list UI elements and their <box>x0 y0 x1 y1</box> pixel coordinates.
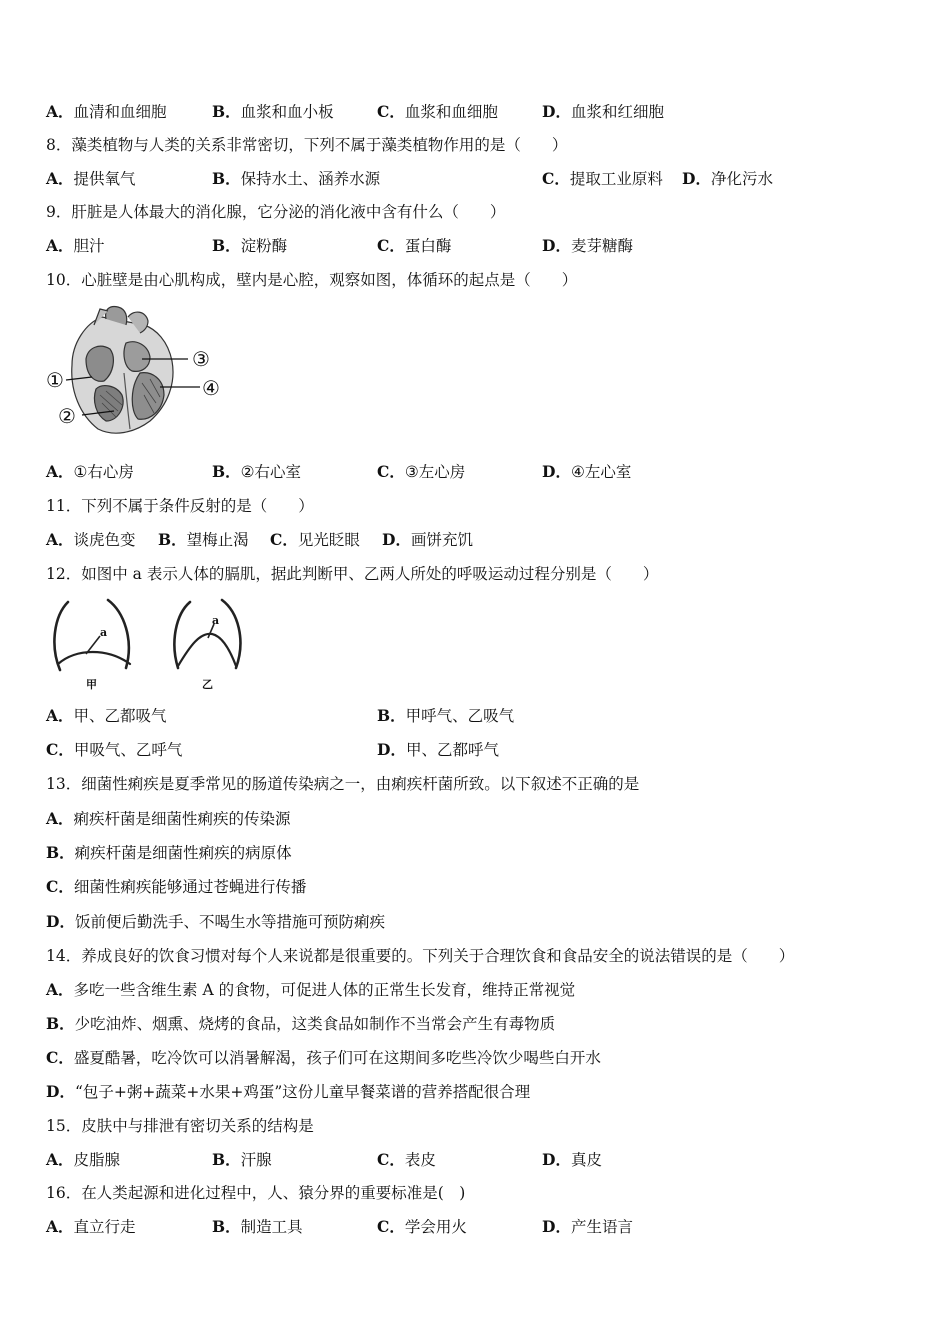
q14-option-c: C．盛夏酷暑，吃冷饮可以消暑解渴，孩子们可在这期间多吃些冷饮少喝些白开水 <box>46 1048 601 1067</box>
q14-stem: 14．养成良好的饮食习惯对每个人来说都是很重要的。下列关于合理饮食和食品安全的说法错误的是（ ） <box>46 947 795 965</box>
label-2: ② <box>58 404 76 428</box>
label-a-jia: a <box>100 626 108 639</box>
q10-option-b: B．②右心室 <box>212 462 302 481</box>
q10-stem: 10．心脏壁是由心肌构成，壁内是心腔，观察如图，体循环的起点是（ ） <box>46 271 578 289</box>
label-jia: 甲 <box>86 678 97 691</box>
q11-option-b: B．望梅止渴 <box>158 530 249 549</box>
label-4: ④ <box>202 376 220 400</box>
q8-option-b: B．保持水土、涵养水源 <box>212 169 381 188</box>
q8-stem: 8．藻类植物与人类的关系非常密切，下列不属于藻类植物作用的是（ ） <box>46 136 568 154</box>
q8-option-c: C．提取工业原料 <box>542 169 663 188</box>
q14-option-d: D．“包子+粥+蔬菜+水果+鸡蛋”这份儿童早餐菜谱的营养搭配很合理 <box>46 1082 531 1101</box>
label-1: ① <box>46 368 64 392</box>
q13-option-a: A．痢疾杆菌是细菌性痢疾的传染源 <box>46 809 291 828</box>
q12-stem: 12．如图中 a 表示人体的膈肌，据此判断甲、乙两人所处的呼吸运动过程分别是（ ） <box>46 565 659 583</box>
q15-option-b: B．汗腺 <box>212 1150 272 1169</box>
q9-option-a: A．胆汁 <box>46 236 105 255</box>
q14-option-a: A．多吃一些含维生素 A 的食物，可促进人体的正常生长发育，维持正常视觉 <box>46 980 576 999</box>
q9-option-c: C．蛋白酶 <box>377 236 452 255</box>
q12-option-a: A．甲、乙都吸气 <box>46 706 167 725</box>
q11-stem: 11．下列不属于条件反射的是（ ） <box>46 497 314 515</box>
label-yi: 乙 <box>202 678 213 691</box>
q13-option-d: D．饭前便后勤洗手、不喝生水等措施可预防痢疾 <box>46 912 385 931</box>
diaphragm-diagram <box>50 596 246 692</box>
q11-option-a: A．谈虎色变 <box>46 530 136 549</box>
q11-option-c: C．见光眨眼 <box>270 530 360 549</box>
label-3: ③ <box>192 347 210 371</box>
q13-stem: 13．细菌性痢疾是夏季常见的肠道传染病之一，由痢疾杆菌所致。以下叙述不正确的是 <box>46 775 640 793</box>
q8-option-d: D．净化污水 <box>682 169 773 188</box>
q16-option-c: C．学会用火 <box>377 1217 467 1236</box>
q13-option-b: B．痢疾杆菌是细菌性痢疾的病原体 <box>46 843 292 862</box>
q7-option-b: B．血浆和血小板 <box>212 102 334 121</box>
q16-option-a: A．直立行走 <box>46 1217 136 1236</box>
q14-option-b: B．少吃油炸、烟熏、烧烤的食品，这类食品如制作不当常会产生有毒物质 <box>46 1014 556 1033</box>
q15-option-d: D．真皮 <box>542 1150 602 1169</box>
q10-option-c: C．③左心房 <box>377 462 466 481</box>
q7-option-d: D．血浆和红细胞 <box>542 102 664 121</box>
q7-option-a: A．血清和血细胞 <box>46 102 167 121</box>
q15-option-a: A．皮脂腺 <box>46 1150 121 1169</box>
q13-option-c: C．细菌性痢疾能够通过苍蝇进行传播 <box>46 877 307 896</box>
q10-option-a: A．①右心房 <box>46 462 134 481</box>
heart-diagram <box>44 303 226 439</box>
q8-option-a: A．提供氧气 <box>46 169 136 188</box>
q12-option-c: C．甲吸气、乙呼气 <box>46 740 183 759</box>
q16-stem: 16．在人类起源和进化过程中，人、猿分界的重要标准是( ) <box>46 1184 466 1202</box>
q16-option-b: B．制造工具 <box>212 1217 303 1236</box>
thorax-jia <box>54 600 130 670</box>
q15-stem: 15．皮肤中与排泄有密切关系的结构是 <box>46 1117 314 1135</box>
q9-option-b: B．淀粉酶 <box>212 236 288 255</box>
q11-option-d: D．画饼充饥 <box>382 530 473 549</box>
thorax-yi <box>174 600 240 668</box>
q9-option-d: D．麦芽糖酶 <box>542 236 633 255</box>
q7-option-c: C．血浆和血细胞 <box>377 102 498 121</box>
q16-option-d: D．产生语言 <box>542 1217 633 1236</box>
q12-option-b: B．甲呼气、乙吸气 <box>377 706 515 725</box>
q10-option-d: D．④左心室 <box>542 462 632 481</box>
label-a-yi: a <box>212 614 220 627</box>
q12-option-d: D．甲、乙都呼气 <box>377 740 499 759</box>
q9-stem: 9．肝脏是人体最大的消化腺，它分泌的消化液中含有什么（ ） <box>46 203 506 221</box>
q15-option-c: C．表皮 <box>377 1150 436 1169</box>
